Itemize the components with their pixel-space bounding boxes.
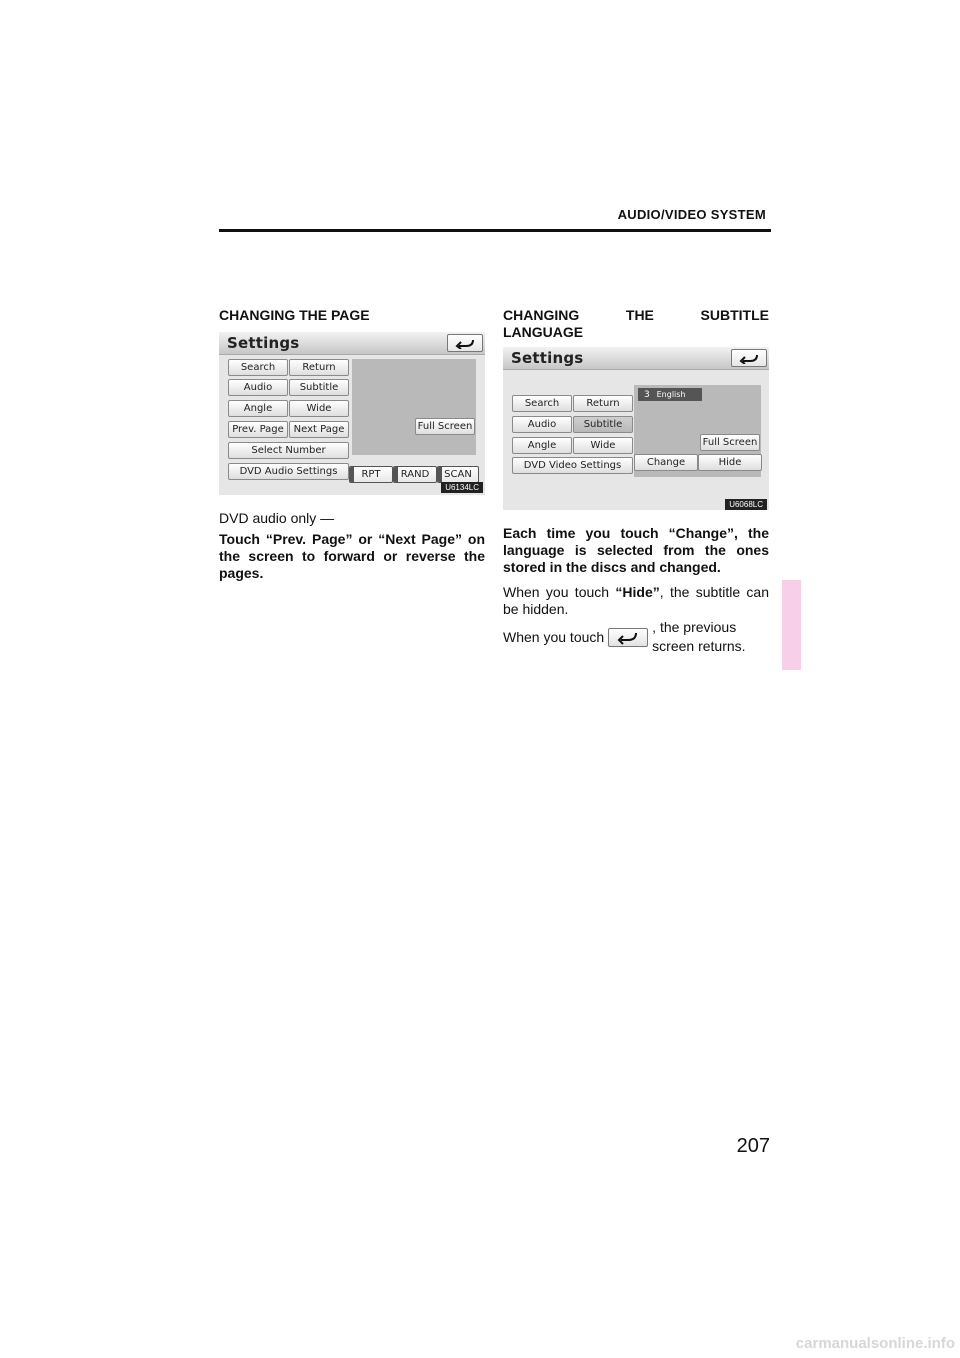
select-number-button[interactable]: Select Number	[228, 442, 349, 459]
dvd-audio-note: DVD audio only —	[219, 510, 335, 526]
back-arrow-icon	[609, 629, 647, 646]
figure-code: U6068LC	[725, 499, 767, 510]
search-button[interactable]: Search	[512, 395, 572, 412]
page-instruction: Touch “Prev. Page” or “Next Page” on the screen to forward or reverse the pages.	[219, 531, 485, 581]
wide-button[interactable]: Wide	[573, 437, 633, 454]
change-instruction: Each time you touch “Change”, the language is selected from the ones stored in the discs and changed.	[503, 525, 769, 575]
prev-page-button[interactable]: Prev. Page	[228, 421, 288, 438]
return-button[interactable]: Return	[573, 395, 633, 412]
next-page-button[interactable]: Next Page	[289, 421, 349, 438]
dvd-video-settings-button[interactable]: DVD Video Settings	[512, 457, 633, 474]
hide-note	[503, 584, 769, 618]
settings-screen-page	[219, 332, 485, 495]
heading-changing-subtitle	[503, 307, 769, 341]
settings-title: Settings	[227, 334, 300, 352]
angle-button[interactable]: Angle	[228, 400, 288, 417]
chapter-tab	[782, 580, 801, 670]
header-rule	[219, 229, 771, 232]
hide-note-suffix: , the subtitle can be hidden.	[503, 584, 770, 617]
heading-word-2: THE	[625, 307, 654, 323]
settings-screen-subtitle	[503, 347, 769, 510]
heading-line-2: LANGUAGE	[503, 324, 584, 340]
heading-changing-page: CHANGING THE PAGE	[219, 307, 370, 323]
video-area	[352, 359, 476, 455]
angle-button[interactable]: Angle	[512, 437, 572, 454]
heading-word-1: CHANGING	[503, 307, 580, 323]
audio-button[interactable]: Audio	[512, 416, 572, 433]
settings-title: Settings	[511, 349, 584, 367]
back-button[interactable]	[447, 334, 483, 352]
scan-button[interactable]: SCAN	[437, 466, 479, 483]
rpt-button[interactable]: RPT	[349, 466, 393, 483]
settings-titlebar	[503, 347, 769, 370]
full-screen-button[interactable]: Full Screen	[415, 418, 475, 435]
page-number: 207	[736, 1135, 770, 1157]
back-arrow-icon	[738, 352, 760, 364]
hide-label: “Hide”	[615, 584, 660, 600]
watermark: carmanualsonline.info	[795, 1335, 955, 1352]
subtitle-language-bar	[638, 388, 702, 401]
back-arrow-icon	[454, 337, 476, 349]
subtitle-button[interactable]: Subtitle	[289, 379, 349, 396]
back-note-prefix: When you touch	[503, 628, 605, 645]
hide-note-prefix: When you touch	[503, 584, 616, 600]
back-button[interactable]	[731, 349, 767, 367]
settings-titlebar	[219, 332, 485, 355]
inline-back-button	[608, 628, 648, 647]
subtitle-language: English	[656, 390, 686, 399]
wide-button[interactable]: Wide	[289, 400, 349, 417]
subtitle-number: 3	[644, 390, 650, 400]
rand-button[interactable]: RAND	[393, 466, 437, 483]
hide-button[interactable]: Hide	[698, 454, 762, 471]
change-button[interactable]: Change	[634, 454, 698, 471]
subtitle-button[interactable]: Subtitle	[573, 416, 633, 433]
heading-word-3: SUBTITLE	[700, 307, 769, 323]
return-button[interactable]: Return	[289, 359, 349, 376]
search-button[interactable]: Search	[228, 359, 288, 376]
back-note	[503, 618, 769, 656]
back-note-suffix: , the previous screen returns.	[652, 619, 746, 654]
dvd-audio-settings-button[interactable]: DVD Audio Settings	[228, 463, 349, 480]
full-screen-button[interactable]: Full Screen	[700, 434, 760, 451]
figure-code: U6134LC	[441, 482, 483, 493]
audio-button[interactable]: Audio	[228, 379, 288, 396]
section-title: AUDIO/VIDEO SYSTEM	[617, 207, 766, 222]
